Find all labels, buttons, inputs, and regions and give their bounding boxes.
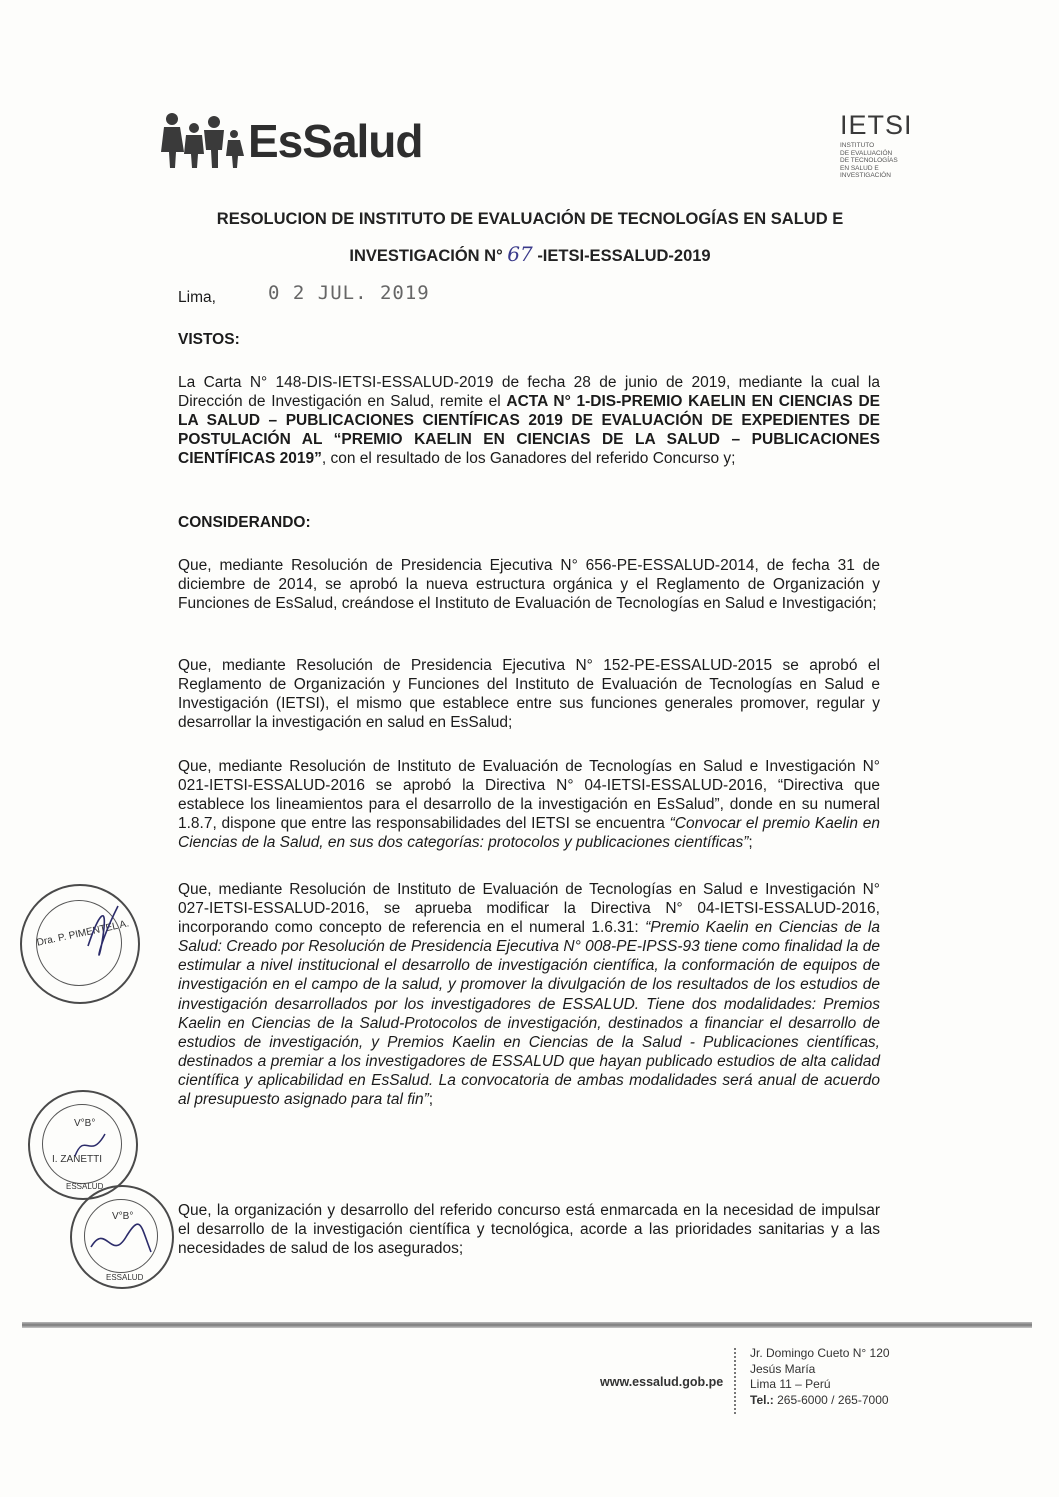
- handwritten-number: 67: [507, 242, 533, 266]
- phone-value: 265-6000 / 265-7000: [773, 1392, 889, 1407]
- paragraph-4: [178, 880, 880, 1109]
- paragraph-3: [178, 757, 880, 852]
- footer-address: [750, 1346, 890, 1408]
- ietsi-sub-line: DE TECNOLOGÍAS: [840, 157, 898, 164]
- date-stamp: 0 2 JUL. 2019: [268, 282, 430, 304]
- logo-text: EsSalud: [248, 115, 423, 167]
- p4-text: Que, mediante Resolución de Instituto de Evaluación de Tecnologías en Salud e Investigación N° 027-IETSI-ESSALUD-2016, se aprueba modificar la Directiva N° 04-IETSI-ESSALUD-2016, incorporando como concepto de referencia en el numeral 1.6.31:: [178, 881, 880, 937]
- ietsi-sub-line: DE EVALUACIÓN: [840, 149, 893, 157]
- stamp-2-bottom: ESSALUD: [66, 1182, 104, 1191]
- vistos-text: La Carta N° 148-DIS-IETSI-ESSALUD-2019 de fecha 28 de junio de 2019, mediante la cual la Dirección de Investigación en Salud, remite el: [178, 374, 880, 411]
- ietsi-sub-line: INVESTIGACIÓN: [840, 172, 891, 179]
- stamp-1-name: Dra. P. PIMENTEL A.: [35, 918, 131, 949]
- p3-quote: “Convocar el premio Kaelin en Ciencias de la Salud, en sus dos categorías: protocolos y publicaciones científicas”: [178, 815, 881, 852]
- official-stamp-1: [20, 884, 140, 1004]
- footer-divider: [22, 1322, 1032, 1328]
- vistos-paragraph: [178, 373, 880, 468]
- paragraph-2: Que, mediante Resolución de Presidencia Ejecutiva N° 152-PE-ESSALUD-2015 se aprobó el Reglamento de Organización y Funciones del Instituto de Evaluación de Tecnologías en Salud e Investigación (IETSI), el mismo que establece entre sus funciones generales promover, regular y desarrollar la investigación en salud en EsSalud;: [178, 657, 880, 732]
- title-suffix: -IETSI-ESSALUD-2019: [537, 247, 711, 265]
- address-line: Lima 11 – Perú: [750, 1377, 831, 1391]
- ietsi-title: IETSI: [840, 110, 913, 140]
- signature-icon: [86, 1217, 156, 1267]
- title-prefix: INVESTIGACIÓN N°: [349, 247, 503, 265]
- address-line: Jr. Domingo Cueto N° 120: [750, 1346, 890, 1360]
- stamp-2-name: I. ZANETTI: [52, 1154, 102, 1165]
- phone-label: Tel.:: [750, 1392, 774, 1407]
- vistos-bold-text: ACTA N° 1-DIS-PREMIO KAELIN EN CIENCIAS DE LA SALUD – PUBLICACIONES CIENTÍFICAS 2019 DE EVALUACIÓN DE EXPEDIENTES DE POSTULACIÓN AL “PREMIO KAELIN EN CIENCIAS DE LA SALUD – PUBLICACIONES CIENTÍFICAS 2019”: [178, 393, 880, 468]
- paragraph-5: Que, la organización y desarrollo del referido concurso está enmarcada en la necesidad de impulsar el desarrollo de la investigación científica y tecnológica, acorde a las prioridades sanitarias y a las necesidades de salud de los asegurados;: [178, 1202, 880, 1258]
- official-stamp-3: [70, 1185, 174, 1289]
- ietsi-sub-line: INSTITUTO: [840, 142, 875, 149]
- stamp-2-vb: V°B°: [74, 1118, 96, 1129]
- ietsi-logo: [840, 110, 930, 180]
- ietsi-sub-line: EN SALUD E: [840, 164, 879, 172]
- footer-separator: [734, 1348, 736, 1414]
- signature-icon: [68, 896, 128, 956]
- document-title: [150, 202, 910, 274]
- footer-url[interactable]: www.essalud.gob.pe: [600, 1375, 724, 1389]
- address-line: Jesús María: [750, 1361, 816, 1376]
- ietsi-subtitle: [840, 142, 930, 180]
- essalud-logo: [160, 112, 423, 172]
- p4-quote: “Premio Kaelin en Ciencias de la Salud: Creado por Resolución de Presidencia Ejecutiva N° 008-PE-IPSS-93 tiene como finalidad la de estimular a nivel institucional el desarrollo de investigación científica, la conformación de equipos de investigación en el campo de la salud, y promover la divulgación de los resultados de los estudios de investigación desarrollados por los investigadores de ESSALUD. Tiene dos modalidades: Premios Kaelin en Ciencias de la Salud-Protocolos de investigación, destinados a financiar el desarrollo de estudios de investigación, y Premios Kaelin en Ciencias de la Salud - Publicaciones científicas, destinados a premiar a los investigadores de ESSALUD que hayan publicado estudios de alta calidad científica y aplicabilidad en EsSalud. La convocatoria de ambas modalidades será anual de acuerdo al presupuesto asignado para tal fin”: [178, 919, 880, 1109]
- vistos-heading: VISTOS:: [178, 331, 240, 348]
- p4-end: ;: [428, 1091, 434, 1109]
- considerando-heading: CONSIDERANDO:: [178, 514, 311, 531]
- p3-end: ;: [748, 834, 753, 852]
- family-icon: [160, 112, 250, 170]
- p3-text: Que, mediante Resolución de Instituto de Evaluación de Tecnologías en Salud e Investigación N° 021-IETSI-ESSALUD-2016 se aprobó la Directiva N° 04-IETSI-ESSALUD-2016, “Directiva que establece los lineamientos para el desarrollo de la investigación en EsSalud”, donde en su numeral 1.8.7, dispone que entre las responsabilidades del IETSI se encuentra: [178, 758, 880, 833]
- title-line-2: [150, 237, 910, 274]
- signature-icon: [70, 1126, 110, 1166]
- place: Lima,: [178, 289, 216, 306]
- stamp-3-vb: V°B°: [112, 1211, 134, 1222]
- paragraph-1: Que, mediante Resolución de Presidencia Ejecutiva N° 656-PE-ESSALUD-2014, de fecha 31 de diciembre de 2014, se aprobó la nueva estructura orgánica y el Reglamento de Organización y Funciones de EsSalud, creándose el Instituto de Evaluación de Tecnologías en Salud e Investigación;: [178, 557, 880, 613]
- title-line-1: RESOLUCION DE INSTITUTO DE EVALUACIÓN DE TECNOLOGÍAS EN SALUD E: [216, 210, 844, 228]
- vistos-text-end: , con el resultado de los Ganadores del referido Concurso y;: [321, 450, 736, 468]
- phone-line: [750, 1393, 890, 1409]
- stamp-3-bottom: ESSALUD: [106, 1273, 144, 1282]
- official-stamp-2: [28, 1090, 138, 1200]
